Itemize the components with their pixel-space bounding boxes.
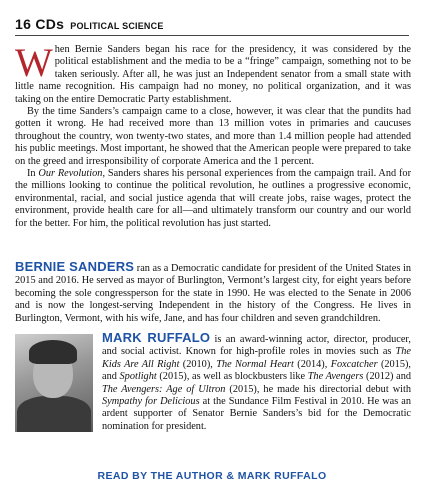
intro-paragraph-1: [15, 40, 411, 106]
intro-paragraph-2: By the time Sanders’s campaign came to a close, however, it was clear that the pundits had gotten it wrong. He had received more than 13 million votes in primaries and caucuses throughout the country, won twenty-two states, and more than 1.4 million people had attended his public meetings. Most important, he showed that the American people were prepared to take on the greed and irresponsibility of corporate America and the 1 percent.: [15, 106, 411, 167]
author-name: BERNIE SANDERS: [15, 259, 135, 274]
film-title: Foxcatcher: [330, 358, 378, 370]
narrator-photo: [15, 334, 93, 432]
narrator-name: MARK RUFFALO: [102, 330, 211, 345]
intro-p1-text: hen Bernie Sanders began his race for the presidency, it was considered by the political establishment and the media to be a “fringe” campaign, something not to be taken seriously. After all, he was just an Independent senator from a small state with little name recognition. His campaign had no money, no political organization, and it was taking on the entire Democratic Party establishment.: [15, 44, 411, 105]
drop-cap: W: [15, 40, 53, 85]
film-title: The Avengers: Age of Ultron: [102, 383, 226, 395]
intro-description: [15, 40, 412, 230]
category-label: POLITICAL SCIENCE: [70, 21, 164, 31]
header: [15, 16, 164, 32]
intro-paragraph-3: [15, 168, 411, 230]
read-by-credit: READ BY THE AUTHOR & MARK RUFFALO: [97, 470, 327, 482]
intro-p3-rest: , Sanders shares his personal experiences from the campaign trail. And for the millions looking to continue the political revolution, he outlines a progressive economic, environmental, racial, and social justice agenda that will create jobs, raise wages, protect the environment, provide health care for all—and ultimately transform our country and our world for the better. For him, the political revolution has just started.: [15, 168, 412, 229]
film-title: The Avengers: [307, 371, 364, 383]
cd-count: 16 CDs: [15, 16, 65, 32]
narrator-bio-text: MARK RUFFALO is an award-winning actor, director, producer, and social activist. Known for high-profile roles in movies such as The Kids Are All Right (2010), The Normal Heart (2014), Foxcatcher (2015), and Spotlight (2015), as well as blockbusters like The Avengers (2012) and The Avengers: Age of Ultron (2015), he made his directorial debut with Sympathy for Delicious at the Sundance Film Festival in 2010. He was an ardent supporter of Senator Bernie Sanders’s bid for the Democratic nomination for president.: [102, 330, 412, 432]
film-title: Sympathy for Delicious: [102, 396, 200, 408]
intro-p3-prefix: In: [27, 168, 39, 180]
author-bio: [15, 261, 411, 325]
film-title: The Kids Are All Right: [102, 346, 411, 370]
author-bio-text: ran as a Democratic candidate for president of the United States in 2015 and 2016. He served as mayor of Burlington, Vermont’s largest city, for eight years before becoming the sole congressperson for the state in 1990. He was elected to the Senate in 2006 and is now the longest-serving Independent in the history of the Congress. He lives in Burlington, Vermont, with his wife, Jane, and has four children and seven grandchildren.: [15, 263, 411, 324]
film-title: Spotlight: [119, 371, 157, 383]
header-divider: [15, 35, 409, 36]
book-title: Our Revolution: [38, 168, 103, 180]
film-title: The Normal Heart: [216, 358, 294, 370]
